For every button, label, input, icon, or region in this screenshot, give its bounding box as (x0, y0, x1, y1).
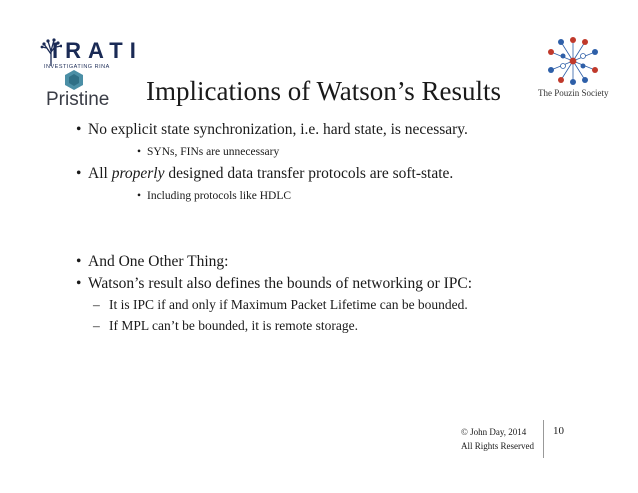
dash-item (93, 297, 468, 313)
pristine-hexagon-icon (64, 70, 84, 90)
bullet-marker: • (76, 165, 82, 182)
sub-bullet-item (137, 190, 291, 202)
irati-wordmark: IRATI (52, 38, 143, 63)
bullet-text-emphasis: properly (111, 165, 165, 182)
copyright-text: © John Day, 2014 (461, 427, 527, 437)
bullet-marker: • (137, 190, 142, 202)
slide-title: Implications of Watson’s Results (146, 76, 502, 106)
bullet-item (76, 165, 453, 183)
sub-bullet-item (137, 146, 279, 158)
bullet-text-prefix: All (88, 165, 112, 182)
dash-marker: – (93, 297, 100, 312)
dash-marker: – (93, 318, 100, 333)
bullet-text: SYNs, FINs are unnecessary (147, 146, 280, 158)
bullet-text-suffix: designed data transfer protocols are soft-state. (164, 165, 454, 182)
footer-divider (543, 420, 544, 458)
pouzin-society-name: The Pouzin Society (538, 88, 609, 98)
bullet-text: And One Other Thing: (88, 253, 229, 270)
dash-item (93, 318, 358, 334)
bullet-item (76, 253, 228, 271)
pouzin-society-network-icon (545, 36, 601, 86)
rights-text: All Rights Reserved (461, 441, 534, 451)
dash-text: It is IPC if and only if Maximum Packet Lifetime can be bounded. (109, 297, 468, 312)
bullet-item (76, 121, 468, 139)
bullet-item (76, 275, 472, 293)
dash-text: If MPL can’t be bounded, it is remote storage. (109, 318, 358, 333)
bullet-text: Watson’s result also defines the bounds of networking or IPC: (88, 275, 473, 292)
bullet-text: No explicit state synchronization, i.e. hard state, is necessary. (88, 121, 468, 138)
page-number: 10 (553, 425, 564, 437)
bullet-marker: • (76, 253, 82, 270)
bullet-text: Including protocols like HDLC (147, 190, 292, 202)
pristine-wordmark: Pristine (46, 89, 110, 110)
bullet-marker: • (137, 146, 142, 158)
irati-tagline: INVESTIGATING RINA (44, 64, 110, 70)
bullet-marker: • (76, 121, 82, 138)
bullet-marker: • (76, 275, 82, 292)
